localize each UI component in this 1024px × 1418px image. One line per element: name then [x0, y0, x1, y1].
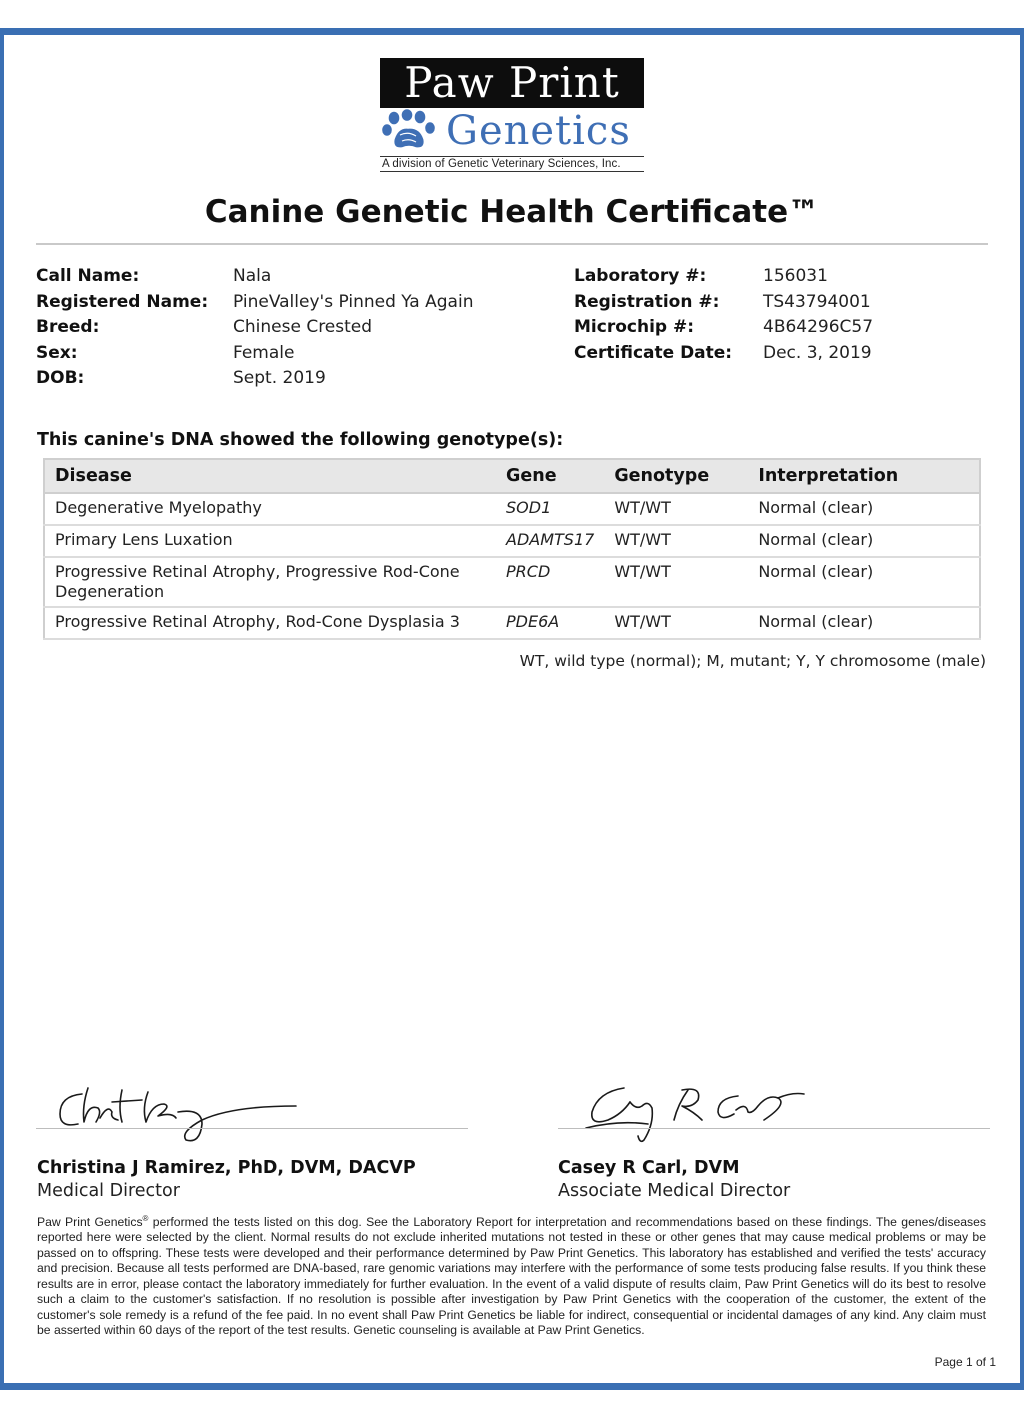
page-number: Page 1 of 1 [934, 1355, 996, 1369]
interpretation-cell: Normal (clear) [748, 607, 980, 639]
genotype-table [43, 458, 981, 640]
genotype-cell: WT/WT [604, 607, 748, 639]
gene-cell: ADAMTS17 [496, 525, 604, 557]
page-title: Canine Genetic Health Certificate™ [204, 194, 820, 230]
call-name-value: Nala [233, 266, 272, 286]
microchip-value: 4B64296C57 [763, 317, 874, 337]
gene-cell: SOD1 [496, 493, 604, 525]
interpretation-cell: Normal (clear) [748, 525, 980, 557]
genotype-cell: WT/WT [604, 525, 748, 557]
gene-cell: PDE6A [496, 607, 604, 639]
registered-name-row [36, 290, 473, 316]
breed-row [36, 315, 473, 341]
header-genotype: Genotype [604, 459, 748, 493]
company-logo [380, 58, 644, 172]
genotype-legend: WT, wild type (normal); M, mutant; Y, Y chromosome (male) [519, 652, 986, 670]
certificate-date-value: Dec. 3, 2019 [763, 342, 872, 363]
disease-cell: Progressive Retinal Atrophy, Progressive Rod-Cone Degeneration [44, 557, 496, 607]
call-name-label: Call Name: [36, 266, 140, 286]
disclaimer-body: performed the tests listed on this dog. See the Laboratory Report for interpretation and recommendations based on these findings. The genes/diseases reported here were selected by the client. Normal results do not exclude inherited mutations not tested in these or other genes that may cause medical problems or may be passed on to offspring. These tests were developed and their performance determined by Paw Print Genetics. This laboratory has established and verified the tests' accuracy and precision. Because all tests performed are DNA-based, rare genomic variations may interfere with the performance of some tests producing false results. If you think these results are in error, please contact the laboratory immediately for further evaluation. In the event of a valid dispute of results claim, Paw Print Genetics will do its best to resolve such a claim to the customer's satisfaction. If no resolution is possible after investigation by Paw Print Genetics with the cooperation of the customer, the extent of the customer's sole remedy is a refund of the fee paid. In no event shall Paw Print Genetics be liable for indirect, consequential or incidental damages of any kind. Any claim must be asserted within 60 days of the report of the test results. Genetic counseling is available at Paw Print Genetics. [37, 1215, 986, 1337]
registration-label: Registration #: [574, 291, 720, 312]
genotype-heading: This canine's DNA showed the following genotype(s): [37, 430, 564, 450]
dog-info [36, 264, 473, 392]
certificate-date-row [574, 341, 873, 367]
breed-value: Chinese Crested [233, 317, 373, 337]
sex-row [36, 341, 473, 367]
logo-division-text: A division of Genetic Veterinary Sciences, Inc. [380, 156, 644, 172]
disclaimer-text [37, 1211, 986, 1338]
signature-line-right [558, 1128, 990, 1129]
paw-print-icon [380, 109, 442, 153]
sex-value: Female [233, 342, 295, 363]
signer-name-left: Christina J Ramirez, PhD, DVM, DACVP [37, 1158, 416, 1178]
gene-cell: PRCD [496, 557, 604, 607]
laboratory-row [574, 264, 873, 290]
registered-name-label: Registered Name: [36, 291, 209, 312]
registered-mark: ® [142, 1214, 149, 1223]
table-header-row [44, 459, 980, 493]
logo-top-text: Paw Print [380, 58, 644, 108]
header-interpretation: Interpretation [748, 459, 980, 493]
table-row [44, 525, 980, 557]
dob-label: DOB: [36, 368, 85, 388]
disease-cell: Primary Lens Luxation [44, 525, 496, 557]
interpretation-cell: Normal (clear) [748, 493, 980, 525]
call-name-row [36, 264, 473, 290]
genotype-cell: WT/WT [604, 493, 748, 525]
header-gene: Gene [496, 459, 604, 493]
dob-row [36, 366, 473, 392]
title-divider [36, 243, 988, 245]
disease-cell: Progressive Retinal Atrophy, Rod-Cone Dysplasia 3 [44, 607, 496, 639]
header-disease: Disease [44, 459, 496, 493]
logo-bottom-text: Genetics [446, 108, 631, 154]
microchip-row [574, 315, 873, 341]
disclaimer-brand: Paw Print Genetics [37, 1215, 143, 1230]
microchip-label: Microchip #: [574, 317, 695, 337]
lab-info [574, 264, 873, 366]
registration-row [574, 290, 873, 316]
sex-label: Sex: [36, 342, 78, 363]
breed-label: Breed: [36, 317, 100, 337]
genotype-cell: WT/WT [604, 557, 748, 607]
registered-name-value: PineValley's Pinned Ya Again [233, 291, 474, 312]
registration-value: TS43794001 [763, 291, 871, 312]
disease-cell: Degenerative Myelopathy [44, 493, 496, 525]
laboratory-label: Laboratory #: [574, 266, 707, 286]
signer-name-right: Casey R Carl, DVM [558, 1158, 740, 1178]
table-row [44, 607, 980, 639]
table-row [44, 557, 980, 607]
signer-title-left: Medical Director [37, 1181, 180, 1201]
laboratory-value: 156031 [763, 266, 828, 286]
medical-director-signature [52, 1082, 302, 1148]
dob-value: Sept. 2019 [233, 368, 326, 388]
interpretation-cell: Normal (clear) [748, 557, 980, 607]
table-row [44, 493, 980, 525]
certificate-date-label: Certificate Date: [574, 342, 733, 363]
associate-director-signature [578, 1080, 808, 1146]
signature-line-left [36, 1128, 468, 1129]
signer-title-right: Associate Medical Director [558, 1181, 791, 1201]
